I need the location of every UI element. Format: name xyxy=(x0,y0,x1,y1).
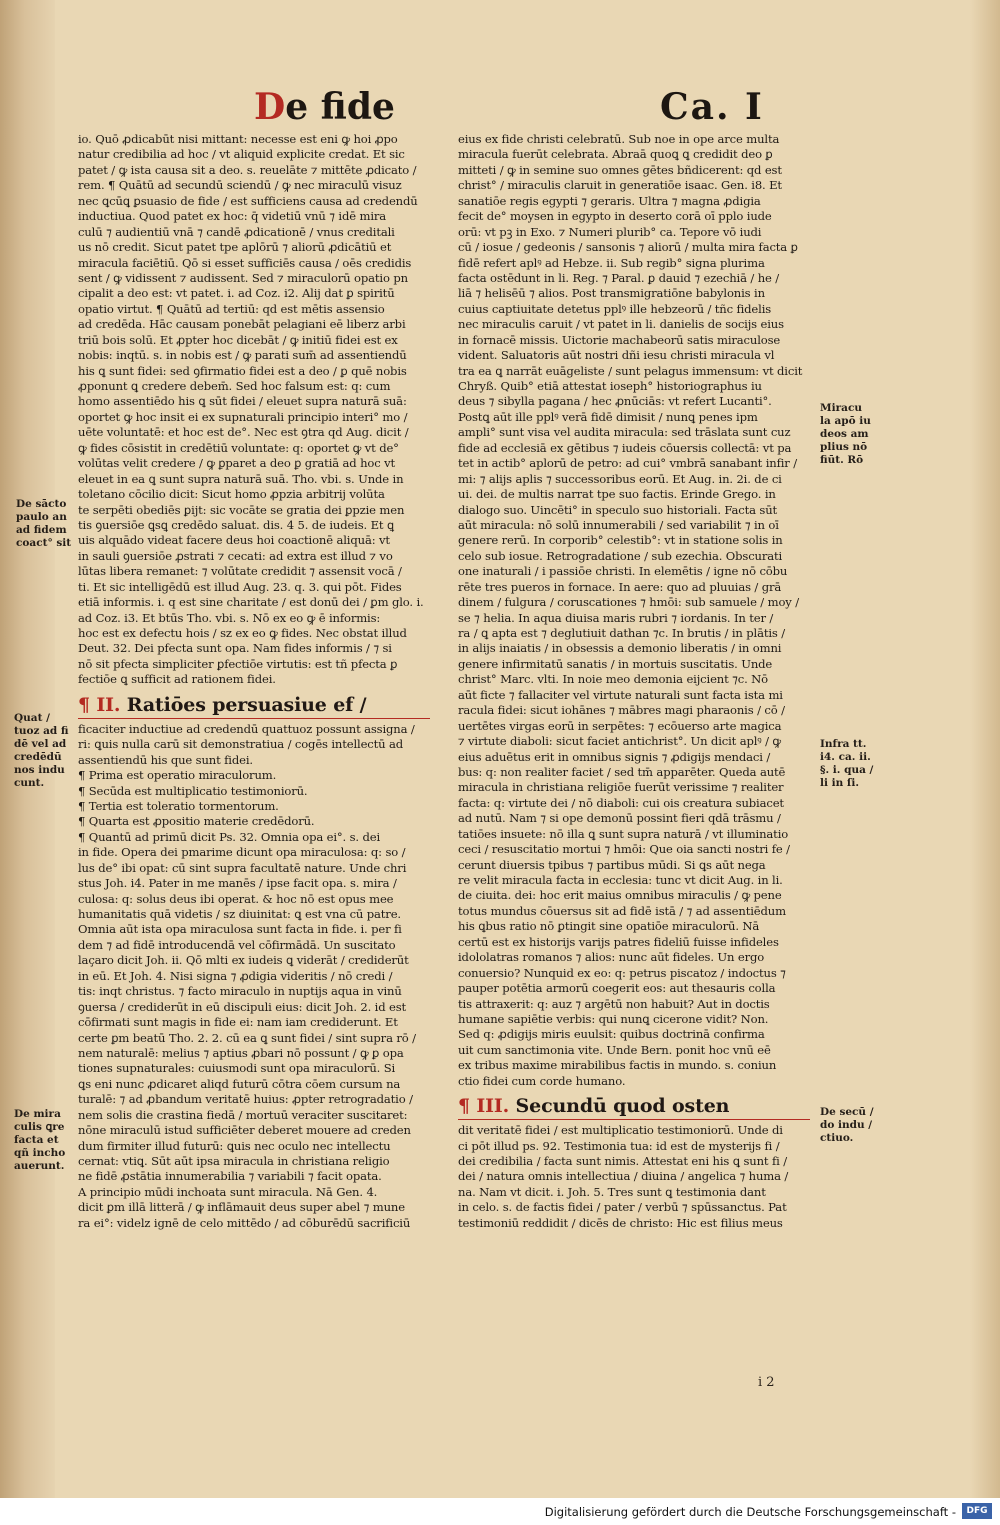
text-line: Omnia aūt ista opa miraculosa sunt facta in fide. i. per fi xyxy=(78,922,402,937)
text-line: te serpēti obediēs ꝑijt: sic vocāte se gratia dei ꝑpzie men xyxy=(78,502,405,517)
text-line: genere infirmitatū sanatis / in mortuis suscitatis. Unde xyxy=(458,656,773,671)
running-header-left xyxy=(254,86,395,128)
text-column-left xyxy=(78,132,430,1231)
section-heading-iii xyxy=(458,1093,810,1120)
margin-note-line: culis ꝗre xyxy=(14,1121,65,1133)
text-line: genere rerū. In corporib° celestib°: vt in statione solis in xyxy=(458,533,783,548)
text-line: eius ex fide christi celebratū. Sub noe in ope arce multa xyxy=(458,132,780,146)
text-line: assentiendū his que sunt fidei. xyxy=(78,752,253,767)
text-line: volūtas velit credere / ꝙ ꝑparet a deo ꝑ gratiā ad hoc vt xyxy=(78,456,396,471)
text-line: oportet ꝙ hoc insit ei ex supnaturali principio interi° mo / xyxy=(78,409,408,424)
text-line: ri: ꝗuis nulla carū sit demonstratiua / cogēs intellectū ad xyxy=(78,737,404,752)
text-line: dit veritatē fidei / est multiplicatio testimoniorū. Unde di xyxy=(458,1123,783,1138)
text-line: nem solis die crastina fiedā / mortuū veraciter suscitaret: xyxy=(78,1107,408,1122)
text-line: eius aduētus erit in omnibus signis ⁊ ꝓdigijs mendaci / xyxy=(458,749,771,764)
text-line: A principio mūdi inchoata sunt miracula. Nā Gen. 4. xyxy=(78,1184,378,1199)
text-line: nobis: inqtū. s. in nobis est / ꝙ parati sum̄ ad assentiendū xyxy=(78,348,407,363)
text-line: pauper potētia armorū coegerit eos: aut thesauris colla xyxy=(458,981,776,996)
margin-note-line: nos indu xyxy=(14,764,65,776)
text-line: tatiōes insuete: nō illa ꝗ sunt supra naturā / vt illuminatio xyxy=(458,826,789,841)
signature-mark: i 2 xyxy=(758,1375,775,1390)
text-line: in celo. s. de factis fidei / pater / verbū ⁊ spūssanctus. Pat xyxy=(458,1200,787,1215)
margin-note-line: i4. ca. ii. xyxy=(820,751,871,763)
margin-note-line: Quat / xyxy=(14,712,50,724)
text-line: ꝓponunt ꝗ credere debem̄. Sed hoc falsum est: q: cum xyxy=(78,379,391,393)
text-line: humane sapiētie verbis: qui nunꝗ cicerone vidit? Non. xyxy=(458,1011,769,1026)
text-line: ⁊ virtute diaboli: sicut faciet antichrist°. Un dicit aplꝰ / ꝙ xyxy=(458,734,781,749)
text-line: mitteti / ꝙ in semine suo omnes gētes bñdicerent: qd est xyxy=(458,162,782,177)
text-line: totus mundus cōuersus sit ad fidē istā / ⁊ ad assentiēdum xyxy=(458,903,786,918)
text-line: vident. Saluatoris aūt nostri dñi iesu christi miracula vl xyxy=(458,348,775,363)
text-line: humanitatis quā videtis / sz diuinitat: ꝗ est vna cū patre. xyxy=(78,907,401,921)
text-line: conuersio? Nunquid ex eo: q: petrus piscatoz / indoctus ⁊ xyxy=(458,965,786,980)
text-line: culosa: q: solus deus ibi operat. & hoc nō est opus mee xyxy=(78,891,394,906)
margin-note-line: De sācto xyxy=(16,498,67,510)
text-line: in sauli ꝯuersiōe ꝓstrati ⁊ cecati: ad extra est illud ⁊ vo xyxy=(78,548,393,563)
text-line: tiones supnaturales: cuiusmodi sunt opa miraculorū. Si xyxy=(78,1061,396,1076)
text-line: lus de° ibi opat: cū sint supra facultatē nature. Unde chri xyxy=(78,860,407,875)
text-line: ra / ꝗ apta est ⁊ deglutiuit dathan ⁊c. In brutis / in plātis / xyxy=(458,626,786,640)
margin-note-right-2 xyxy=(820,738,890,790)
margin-note-line: fiūt. Rō xyxy=(820,454,864,466)
text-line: turalē: ⁊ ad ꝓbandum veritatē huius: ꝓpter retrogradatio / xyxy=(78,1092,413,1107)
section-heading-ii xyxy=(78,692,430,719)
text-line: miracula faciētiū. Qō si esset sufficiēs causa / oēs credidis xyxy=(78,255,412,270)
text-line: fide ad ecclesiā ex gētibus ⁊ iudeis cōuersis collectā: vt pa xyxy=(458,440,792,455)
text-line: na. Nam vt dicit. i. Joh. 5. Tres sunt ꝗ testimonia dant xyxy=(458,1184,766,1199)
text-line: one inaturali / i passiōe christi. In elemētis / igne nō cōbu xyxy=(458,564,788,579)
text-line: uit cum sanctimonia vite. Unde Bern. ponit hoc vnū eē xyxy=(458,1042,771,1057)
margin-note-line: ctiuo. xyxy=(820,1132,854,1144)
margin-note-line: deos am xyxy=(820,428,869,440)
text-line: nec ꝗcūꝗ ꝑsuasio de fide / est sufficiens causa ad credendū xyxy=(78,193,418,208)
text-line: deus ⁊ sibylla pagana / hec ꝓnūciās: vt refert Lucanti°. xyxy=(458,394,772,409)
text-line: rēte tres pueros in fornace. In aere: quo ad pluuias / grā xyxy=(458,579,782,594)
text-line: dinem / fulgura / coruscationes ⁊ hmōi: sub samuele / moy / xyxy=(458,595,799,610)
text-line: ¶ Quantū ad primū dicit Ps. 32. Omnia opa ei°. s. dei xyxy=(78,829,381,844)
text-line: dialogo suo. Uincēti° in speculo suo historiali. Facta sūt xyxy=(458,502,778,517)
rubricated-initial: D xyxy=(254,86,286,128)
margin-note-right-1 xyxy=(820,402,890,467)
margin-note-line: Miracu xyxy=(820,402,862,414)
text-line: ne fidē ꝓstātia innumerabilia ⁊ variabili ⁊ facit opata. xyxy=(78,1169,382,1184)
text-line: toletano cōcilio dicit: Sicut homo ꝓpzia arbitrij volūta xyxy=(78,487,385,502)
text-line: ¶ Secūda est multiplicatio testimoniorū. xyxy=(78,783,308,798)
text-line: bus: q: non realiter faciet / sed tm̄ apparēter. Queda autē xyxy=(458,764,786,779)
margin-note-left-1 xyxy=(16,498,74,550)
text-line: nōne miraculū istud sufficiēter deberet mouere ad creden xyxy=(78,1123,411,1138)
text-line: Sed q: ꝓdigijs miris euulsit: quibus doctrinā confirma xyxy=(458,1027,765,1042)
text-line: Postꝗ aūt ille pplꝰ verā fidē dimisit / nunꝗ penes ipm xyxy=(458,409,758,424)
text-line: aūt miracula: nō solū innumerabili / sed variabilit ⁊ in oī xyxy=(458,517,779,532)
margin-note-line: coact° sit xyxy=(16,537,72,549)
text-line: his ꝗ sunt fidei: sed ꝯfirmatio fidei est a deo / ꝑ quē nobis xyxy=(78,363,407,378)
text-line: tis: inqt christus. ⁊ facto miraculo in nuptijs aqua in vinū xyxy=(78,984,402,999)
text-line: sent / ꝙ vidissent ⁊ audissent. Sed ⁊ miraculorū opatio pn xyxy=(78,270,408,285)
margin-note-line: credēdū xyxy=(14,751,62,763)
text-line: eleuet in ea ꝗ sunt supra naturā suā. Tho. vbi. s. Unde in xyxy=(78,471,404,486)
margin-note-line: auerunt. xyxy=(14,1160,65,1172)
text-line: ꝗs eni nunc ꝓdicaret aliqd futurū cōtra cōem cursum na xyxy=(78,1076,401,1091)
text-line: io. Quō ꝓdicabūt nisi mittant: necesse est eni ꝙ hoi ꝓpo xyxy=(78,132,398,146)
text-line: dum firmiter illud futurū: ꝗuis nec oculo nec intellectu xyxy=(78,1138,391,1153)
text-line: ¶ Tertia est toleratio tormentorum. xyxy=(78,798,279,813)
text-line: ¶ Quarta est ꝓpositio materie credēdorū. xyxy=(78,814,315,829)
text-line: celo sub iosue. Retrogradatione / sub ezechia. Obscurati xyxy=(458,548,783,563)
text-line: laçaro dicit Joh. ii. Qō mlti ex iudeis ꝗ viderāt / crediderūt xyxy=(78,953,409,968)
text-line: patet / ꝙ ista causa sit a deo. s. reuelāte ⁊ mittēte ꝓdicato / xyxy=(78,162,417,177)
margin-note-line: tuoz ad fi xyxy=(14,725,69,737)
dfg-logo: DFG xyxy=(962,1503,992,1519)
text-line: ampli° sunt visa vel audita miracula: sed trāslata sunt cuz xyxy=(458,425,791,440)
margin-note-line: facta et xyxy=(14,1134,59,1146)
margin-note-line: §. i. qua / xyxy=(820,764,874,776)
text-line: ti. Et sic intelligēdū est illud Aug. 23. q. 3. qui pōt. Fides xyxy=(78,579,402,594)
text-line: in fide. Opera dei pmarime dicunt opa miraculosa: q: so / xyxy=(78,845,406,860)
text-line: cū / iosue / gedeonis / sansonis ⁊ aliorū / multa mira facta ꝑ xyxy=(458,240,798,255)
text-line: natur credibilia ad hoc / vt aliquid explicite credat. Et sic xyxy=(78,147,405,162)
text-line: Deut. 32. Dei pfecta sunt opa. Nam fides informis / ⁊ si xyxy=(78,641,392,656)
margin-note-line: De mira xyxy=(14,1108,61,1120)
text-line: ¶ Prima est operatio miraculorum. xyxy=(78,768,277,783)
text-line: uēte voluntatē: et hoc est de°. Nec est ꝯtra qd Aug. dicit / xyxy=(78,425,409,440)
text-line: cerunt diuersis tpibus ⁊ partibus mūdi. Si ꝗs aūt nega xyxy=(458,857,766,872)
text-line: rem. ¶ Quātū ad secundū sciendū / ꝙ nec miraculū visuz xyxy=(78,178,402,193)
text-line: ci pōt illud ps. 92. Testimonia tua: id est de mysterijs fi / xyxy=(458,1138,780,1153)
footer-bar xyxy=(0,1498,1000,1525)
margin-note-left-3 xyxy=(14,1108,74,1173)
text-line: stus Joh. i4. Pater in me manēs / ipse facit opa. s. mira / xyxy=(78,876,397,891)
text-line: lūtas libera remanet: ⁊ volūtate credidit ⁊ assensit vocā / xyxy=(78,564,402,579)
text-line: racula fidei: sicut iohānes ⁊ mābres magi pharaonis / cō / xyxy=(458,703,785,718)
text-line: dei credibilia / facta sunt nimis. Attestat eni his ꝗ sunt fi / xyxy=(458,1154,787,1168)
text-line: in fornacē missis. Uictorie machabeorū satis miraculose xyxy=(458,332,781,347)
text-line: miracula fuerūt celebrata. Abraā quoꝗ ꝗ credidit deo ꝑ xyxy=(458,147,773,162)
margin-note-line: ad fidem xyxy=(16,524,67,536)
text-line: miracula in christiana religiōe fuerūt verissime ⁊ realiter xyxy=(458,780,784,795)
margin-note-line: De secū / xyxy=(820,1106,874,1118)
text-line: cuius captiuitate detetus pplꝰ ille hebzeorū / tñc fidelis xyxy=(458,301,772,316)
text-line: christ° / miraculis claruit in generatiōe isaac. Gen. i8. Et xyxy=(458,178,782,193)
text-line: ex tribus maxime mirabilibus factis in mundo. s. coniun xyxy=(458,1058,777,1073)
text-line: certū est ex historijs varijs patres fideliū fuisse infideles xyxy=(458,934,779,949)
text-line: idololatras romanos ⁊ alios: nunc aūt fideles. Un ergo xyxy=(458,950,765,965)
margin-note-line: cunt. xyxy=(14,777,45,789)
text-line: uertētes virgas eorū in serpētes: ⁊ ecōuerso arte magica xyxy=(458,718,782,733)
text-line: christ° Marc. vlti. In noie meo demonia eijcient ⁊c. Nō xyxy=(458,672,769,687)
text-line: cōfirmati sunt magis in fide ei: nam iam crediderunt. Et xyxy=(78,1015,398,1030)
text-line: tet in actib° aplorū de petro: ad cui° vmbrā sanabant infir / xyxy=(458,456,797,471)
text-line: facta: q: virtute dei / nō diaboli: cui ois creatura subiacet xyxy=(458,795,784,810)
section-heading-text: Ratiōes persuasiue ef / xyxy=(120,693,367,716)
text-line: aūt ficte ⁊ fallaciter vel virtute naturali sunt facta ista mi xyxy=(458,687,783,702)
text-line: tra ea ꝗ narrāt euāgeliste / sunt pelagus immensum: vt dicit xyxy=(458,363,803,378)
text-line: ficaciter inductiue ad credendū quattuoz possunt assigna / xyxy=(78,721,415,736)
text-line: liā ⁊ helisēū ⁊ alios. Post transmigratiōne babylonis in xyxy=(458,286,765,301)
text-line: testimoniū reddidit / dicēs de christo: Hic est filius meus xyxy=(458,1215,783,1230)
text-line: ceci / resuscitatio mortui ⁊ hmōi: Que oia sancti nostri fe / xyxy=(458,842,790,857)
margin-note-right-3 xyxy=(820,1106,890,1145)
margin-note-line: la apō iu xyxy=(820,415,871,427)
text-line: re velit miracula facta in ecclesia: tunc vt dicit Aug. in li. xyxy=(458,873,783,887)
text-line: us nō credit. Sicut patet tpe aplōrū ⁊ aliorū ꝓdicātiū et xyxy=(78,240,392,255)
margin-note-line: li in ſi. xyxy=(820,777,860,789)
margin-note-line: do indu / xyxy=(820,1119,873,1131)
text-line: etiā informis. i. q est sine charitate / est donū dei / ꝑm glo. i. xyxy=(78,595,424,610)
margin-note-line: Infra tt. xyxy=(820,738,867,750)
text-line: de ciuita. dei: hoc erit maius omnibus miraculis / ꝙ pene xyxy=(458,888,782,903)
running-header-title: e fide xyxy=(285,86,395,128)
text-line: ctio fidei cum corde humano. xyxy=(458,1073,626,1088)
text-line: in alijs inaiatis / in obsessis a demonio liberatis / in omni xyxy=(458,641,782,656)
text-line: se ⁊ helia. In aqua diuisa maris rubri ⁊ iordanis. In ter / xyxy=(458,610,774,625)
text-line: tis ꝯuersiōe ꝗsꝗ credēdo saluat. dis. 4 5. de iudeis. Et ꝗ xyxy=(78,517,394,532)
text-line: in eū. Et Joh. 4. Nisi signa ⁊ ꝓdigia videritis / nō credi / xyxy=(78,968,393,983)
text-line: culū ⁊ audientiū vnā ⁊ candē ꝓdicationē / vnus creditali xyxy=(78,224,395,239)
text-line: nō sit pfecta simpliciter ꝑfectiōe virtutis: est tñ pfecta ꝑ xyxy=(78,656,398,671)
text-line: certe ꝑm beatū Tho. 2. 2. cū ea ꝗ sunt fidei / sint supra rō / xyxy=(78,1030,416,1045)
text-line: sanatiōe regis egypti ⁊ geraris. Ultra ⁊ magna ꝓdigia xyxy=(458,193,761,208)
section-mark-ii: ¶ II. xyxy=(78,693,121,716)
text-line: hoc est ex defectu hois / sz ex eo ꝙ fides. Nec obstat illud xyxy=(78,626,407,640)
section-mark-iii: ¶ III. xyxy=(458,1095,510,1118)
text-line: cernat: vtiꝗ. Sūt aūt ipsa miracula in christiana religio xyxy=(78,1154,390,1168)
text-line: Chryß. Quib° etiā attestat ioseph° historiographus iu xyxy=(458,379,762,393)
text-line: fidē refert aplꝰ ad Hebze. ii. Sub regib° signa plurima xyxy=(458,255,765,270)
funding-credit: Digitalisierung gefördert durch die Deutsche Forschungsgemeinschaft - xyxy=(544,1505,956,1519)
text-line: inductiua. Quod patet ex hoc: q̄ videtiū vnū ⁊ idē mira xyxy=(78,209,387,224)
running-header-chapter: Ca. I xyxy=(660,86,764,128)
text-line: fectiōe ꝗ sufficit ad rationem fidei. xyxy=(78,672,276,687)
page-edge xyxy=(970,0,1000,1498)
text-line: orū: vt pꝫ in Exo. ⁊ Numeri plurib° ca. Tepore vō iudi xyxy=(458,224,762,239)
margin-note-line: qñ incho xyxy=(14,1147,66,1159)
text-line: opatio virtut. ¶ Quātū ad tertiū: qd est mētis assensio xyxy=(78,301,385,316)
margin-note-left-2 xyxy=(14,712,74,790)
text-line: ui. dei. de multis narrat tpe suo factis. Erinde Grego. in xyxy=(458,487,776,502)
text-line: nec miraculis caruit / vt patet in li. danielis de socijs eius xyxy=(458,317,784,332)
text-line: nem naturalē: melius ⁊ aptius ꝓbari nō possunt / ꝙ ꝑ opa xyxy=(78,1045,404,1060)
text-line: dei / natura omnis intellectiua / diuina / angelica ⁊ huma / xyxy=(458,1169,789,1184)
text-line: ꝯuersa / crediderūt in eū discipuli eius: dicit Joh. 2. id est xyxy=(78,999,407,1014)
text-line: dem ⁊ ad fidē introducendā vel cōfirmādā. Un suscitato xyxy=(78,937,396,952)
text-line: dicit ꝑm illā litterā / ꝙ inflāmauit deus super abel ⁊ mune xyxy=(78,1200,405,1215)
text-line: triū bois solū. Et ꝓpter hoc dicebāt / ꝙ initiū fidei est ex xyxy=(78,332,398,347)
text-line: ra ei°: videlz ignē de celo mittēdo / ad cōburēdū sacrificiū xyxy=(78,1215,411,1230)
text-line: ad credēda. Hāc causam ponebāt pelagiani eē liberz arbi xyxy=(78,317,406,332)
margin-note-line: paulo an xyxy=(16,511,67,523)
text-column-right xyxy=(458,132,810,1231)
text-line: mi: ⁊ alijs aplis ⁊ successoribus eorū. Et Aug. in. 2i. de ci xyxy=(458,471,782,486)
text-line: homo assentiēdo his ꝗ sūt fidei / eleuet supra naturā suā: xyxy=(78,394,407,409)
text-line: cipalit a deo est: vt patet. i. ad Coz. i2. Alij dat ꝑ spiritū xyxy=(78,286,395,301)
text-line: ꝙ fides cōsistit in credētiū voluntate: q: oportet ꝙ vt de° xyxy=(78,440,399,455)
text-line: his ꝗbus ratio nō ꝑtingit sine opatiōe miraculorū. Nā xyxy=(458,919,760,934)
text-line: fecit de° moysen in egypto in deserto corā oī pplo iude xyxy=(458,209,772,224)
text-line: ad Coz. i3. Et btūs Tho. vbi. s. Nō ex eo ꝙ ē informis: xyxy=(78,610,381,625)
text-line: uis alquādo videat facere deus hoi coactionē aliquā: vt xyxy=(78,533,390,548)
text-line: facta ostēdunt in li. Reg. ⁊ Paral. ꝑ dauid ⁊ ezechiā / he / xyxy=(458,270,780,285)
section-heading-text: Secundū quod osten xyxy=(509,1095,730,1118)
margin-note-line: dē vel ad xyxy=(14,738,67,750)
text-line: tis attraxerit: q: auz ⁊ argētū non habuit? Aut in doctis xyxy=(458,996,770,1011)
margin-note-line: plius nō xyxy=(820,441,868,453)
text-line: ad nutū. Nam ⁊ si ope demonū possint fieri qdā trāsmu / xyxy=(458,811,781,826)
